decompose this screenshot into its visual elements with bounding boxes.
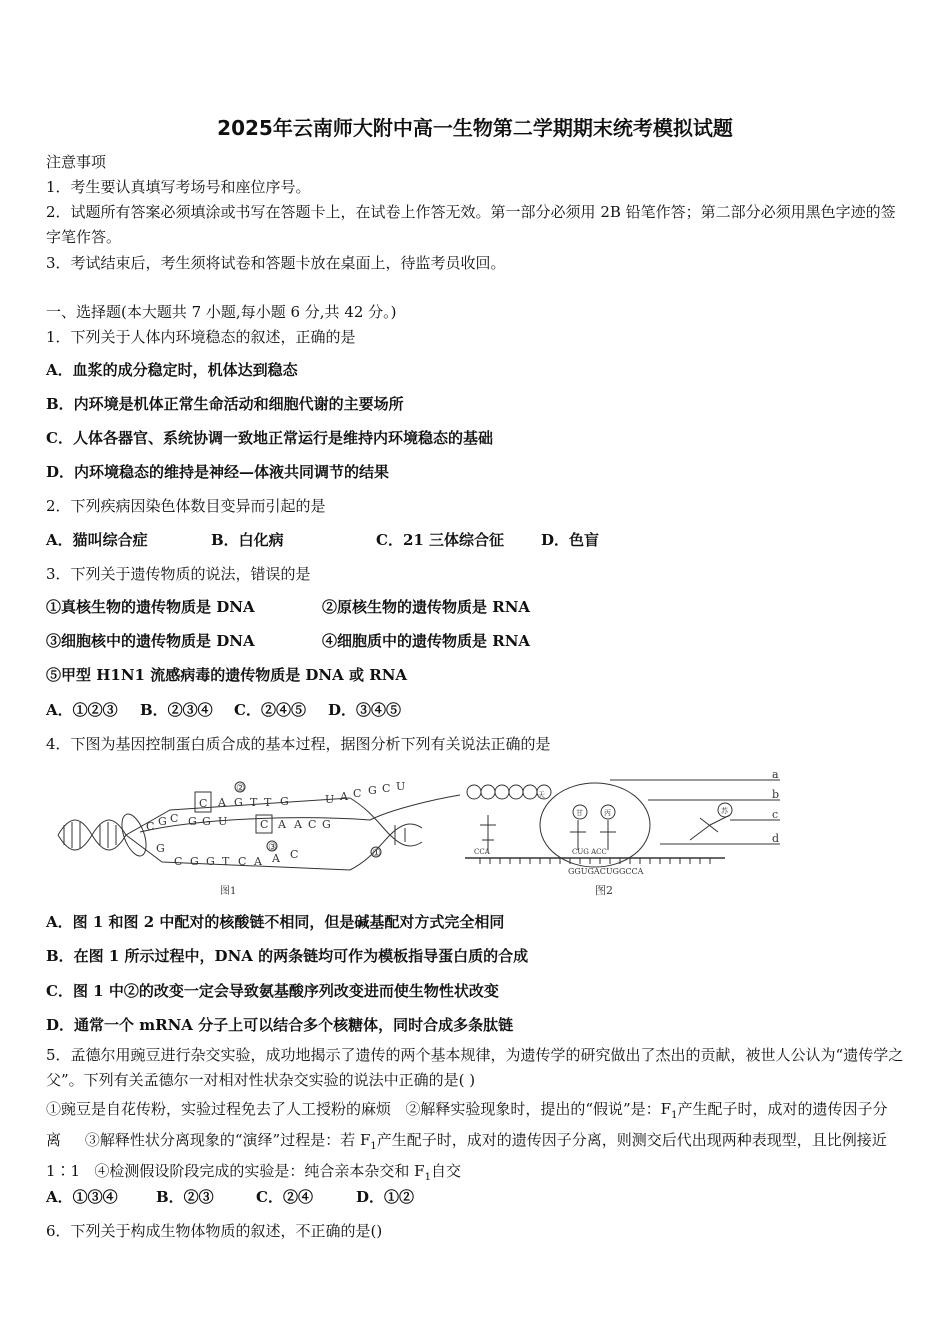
figure-2-aa-label-2: 丙 — [604, 809, 611, 817]
figure-1-top-base: C — [199, 797, 208, 810]
figure-2-aa-label-4: 天 — [538, 791, 545, 799]
question-2-option-a: A．猫叫综合症 — [46, 531, 148, 549]
figure-2-chain-bead — [495, 785, 509, 799]
question-3-row-1 — [46, 597, 530, 617]
question-2-option-b: B．白化病 — [211, 531, 284, 549]
question-5-item-4a: ④检测假设阶段完成的实验是：纯合亲本杂交和 F — [94, 1162, 425, 1180]
question-4-option-b: B．在图 1 所示过程中，DNA 的两条链均可作为模板指导蛋白质的合成 — [46, 947, 529, 965]
figure-2-chain-bead — [523, 785, 537, 799]
figure-1-rna-base: G — [322, 818, 331, 831]
figure-1-bottom-base: C — [174, 855, 183, 868]
figure-1-bottom-base: C — [290, 848, 299, 861]
figure-1-marker-2: ② — [236, 783, 245, 794]
figure-1-marker-1: ① — [372, 848, 381, 859]
question-3-item-5: ⑤甲型 H1N1 流感病毒的遗传物质是 DNA 或 RNA — [46, 666, 408, 684]
question-1-option-d: D．内环境稳态的维持是神经—体液共同调节的结果 — [46, 463, 390, 481]
question-4-option-d: D．通常一个 mRNA 分子上可以结合多个核糖体，同时合成多条肽链 — [46, 1016, 514, 1034]
question-5-item-3-sub: 1 — [370, 1141, 377, 1152]
section-heading: 一、选择题(本大题共 7 小题,每小题 6 分,共 42 分。) — [46, 303, 397, 321]
figure-1-bottom-base: G — [190, 855, 199, 868]
question-5-option-d: D．①② — [356, 1188, 415, 1206]
figure-1-top-base: U — [325, 793, 335, 806]
figure-2-label-c: c — [772, 808, 779, 821]
figure-1-bottom-base: C — [238, 855, 247, 868]
figure-2-trna-left — [480, 815, 496, 852]
question-5-item-4-sub: 1 — [424, 1172, 431, 1183]
figure-2-sequence: GGUGACUGGCCA — [568, 867, 644, 876]
notice-item-2: 2．试题所有答案必须填涂或书写在答题卡上，在试卷上作答无效。第一部分必须用 2B 铅笔作答；第二部分必须用黑色字迹的签字笔作答。 — [46, 203, 896, 246]
question-5-item-3b: 产生配子时，成对的遗传因子分离，则测交后代出现两种表现型，且比例接近 1∶1 — [46, 1131, 887, 1180]
question-5-stem: 5．孟德尔用豌豆进行杂交实验，成功地揭示了遗传的两个基本规律，为遗传学的研究做出了杰出的贡献，被世人公认为“遗传学之父”。下列有关孟德尔一对相对性状杂交实验的说法中正确的是( ) — [46, 1046, 904, 1089]
question-5-option-c: C．②④ — [256, 1188, 313, 1206]
figure-1-rna-base: G — [202, 815, 211, 828]
figure-1-rna-base: G — [188, 815, 197, 828]
figure-2-label-d: d — [772, 832, 780, 845]
question-5-item-3a: ③解释性状分离现象的“演绎”过程是：若 F — [84, 1131, 371, 1149]
question-1-stem: 1．下列关于人体内环境稳态的叙述，正确的是 — [46, 328, 356, 346]
figure-1-rna-base: C — [170, 812, 179, 825]
question-3-item-3: ③细胞核中的遗传物质是 DNA — [46, 632, 255, 650]
figure-1-bottom-base: T — [222, 855, 230, 868]
question-5-options — [46, 1187, 414, 1207]
figure-1-top-base: G — [368, 784, 377, 797]
figure-1-rna-base: C — [260, 818, 269, 831]
figure-2-anticodon-center: CUG ACC — [572, 848, 607, 856]
figure-1-top-base: C — [382, 782, 391, 795]
figure-1-caption: 图1 — [220, 886, 237, 897]
figure-2-label-a: a — [772, 770, 779, 781]
question-3-option-c: C．②④⑤ — [234, 701, 306, 719]
figure-1-top-base: A — [340, 790, 348, 803]
question-5-item-2-sub: 1 — [671, 1110, 678, 1121]
figure-2-caption: 图2 — [595, 884, 613, 897]
gene-expression-figure — [50, 770, 780, 900]
figure-1-marker-3: ③ — [268, 842, 277, 853]
figure-1-bottom-base: A — [254, 855, 262, 868]
question-5-item-4b: 自交 — [430, 1162, 461, 1180]
figure-1-top-base: C — [353, 787, 362, 800]
figure-1-top-base: G — [234, 796, 243, 809]
figure-1-top-base: T — [264, 796, 272, 809]
question-3-item-1: ①真核生物的遗传物质是 DNA — [46, 598, 255, 616]
question-5-item-1: ①豌豆是自花传粉，实验过程免去了人工授粉的麻烦 — [46, 1100, 392, 1118]
notice-item-3: 3．考试结束后，考生须将试卷和答题卡放在桌面上，待监考员收回。 — [46, 254, 506, 272]
question-3-item-2: ②原核生物的遗传物质是 RNA — [322, 598, 531, 616]
figure-2-chain-bead — [467, 785, 481, 799]
question-4-option-a: A．图 1 和图 2 中配对的核酸链不相同，但是碱基配对方式完全相同 — [46, 913, 505, 931]
question-1-option-b: B．内环境是机体正常生命活动和细胞代谢的主要场所 — [46, 395, 404, 413]
figure-1-bottom-base: G — [156, 842, 165, 855]
figure-1-top-base: U — [396, 780, 406, 793]
question-3-options — [46, 700, 401, 720]
notice-heading: 注意事项 — [46, 153, 107, 171]
figure-1-top-base: G — [280, 795, 289, 808]
question-4-option-c: C．图 1 中②的改变一定会导致氨基酸序列改变进而使生物性状改变 — [46, 982, 499, 1000]
question-5-item-2b: 产生配子时，成对的遗传因子分离 — [46, 1100, 888, 1149]
figure-1-rna-base: C — [308, 818, 317, 831]
question-1-option-a: A．血浆的成分稳定时，机体达到稳态 — [46, 361, 298, 379]
figure-2-trna-center — [570, 820, 616, 850]
question-4-stem: 4．下图为基因控制蛋白质合成的基本过程，据图分析下列有关说法正确的是 — [46, 735, 551, 753]
question-3-stem: 3．下列关于遗传物质的说法，错误的是 — [46, 565, 311, 583]
question-3-option-a: A．①②③ — [46, 701, 118, 719]
question-3-option-b: B．②③④ — [140, 701, 213, 719]
figure-1-transcription — [58, 780, 460, 897]
notice-item-1: 1．考生要认真填写考场号和座位序号。 — [46, 178, 311, 196]
page-title: 2025年云南师大附中高一生物第二学期期末统考模拟试题 — [217, 116, 733, 140]
figure-2-trna-right — [690, 815, 730, 840]
figure-1-bottom-base: G — [206, 855, 215, 868]
question-6-stem: 6．下列关于构成生物体物质的叙述，不正确的是() — [46, 1222, 383, 1240]
figure-1-top-base: A — [218, 796, 226, 809]
question-2-options — [46, 530, 599, 550]
question-3-option-d: D．③④⑤ — [328, 701, 402, 719]
figure-2-anticodon-left: CCA — [474, 848, 490, 856]
figure-1-rna-base: G — [158, 815, 167, 828]
question-5-items — [46, 1097, 906, 1190]
figure-2-aa-label-1: 甘 — [576, 809, 583, 817]
figure-1-bottom-base: A — [272, 852, 280, 865]
figure-1-rna-base: C — [146, 820, 155, 833]
figure-2-label-b: b — [772, 788, 780, 801]
figure-1-top-strand — [199, 780, 405, 810]
question-5-option-a: A．①③④ — [46, 1188, 118, 1206]
figure-2-chain-bead — [481, 785, 495, 799]
question-2-stem: 2．下列疾病因染色体数目变异而引起的是 — [46, 497, 326, 515]
figure-2-chain-bead — [509, 785, 523, 799]
question-5-option-b: B．②③ — [156, 1188, 214, 1206]
figure-1-rna-strand — [146, 812, 331, 833]
figure-1-rna-base: U — [218, 815, 228, 828]
question-2-option-d: D．色盲 — [541, 531, 600, 549]
figure-2-aa-label-3: 苏 — [721, 807, 728, 815]
question-3-item-4: ④细胞质中的遗传物质是 RNA — [322, 632, 531, 650]
question-5-item-2a: ②解释实验现象时，提出的“假说”是：F — [405, 1100, 672, 1118]
figure-2-translation — [465, 770, 780, 897]
figure-1-rna-base: A — [294, 818, 302, 831]
question-2-option-c: C．21 三体综合征 — [376, 531, 505, 549]
figure-1-rna-base: A — [278, 818, 286, 831]
question-3-row-2 — [46, 631, 530, 651]
question-1-option-c: C．人体各器官、系统协调一致地正常运行是维持内环境稳态的基础 — [46, 429, 493, 447]
figure-1-top-base: T — [250, 796, 258, 809]
